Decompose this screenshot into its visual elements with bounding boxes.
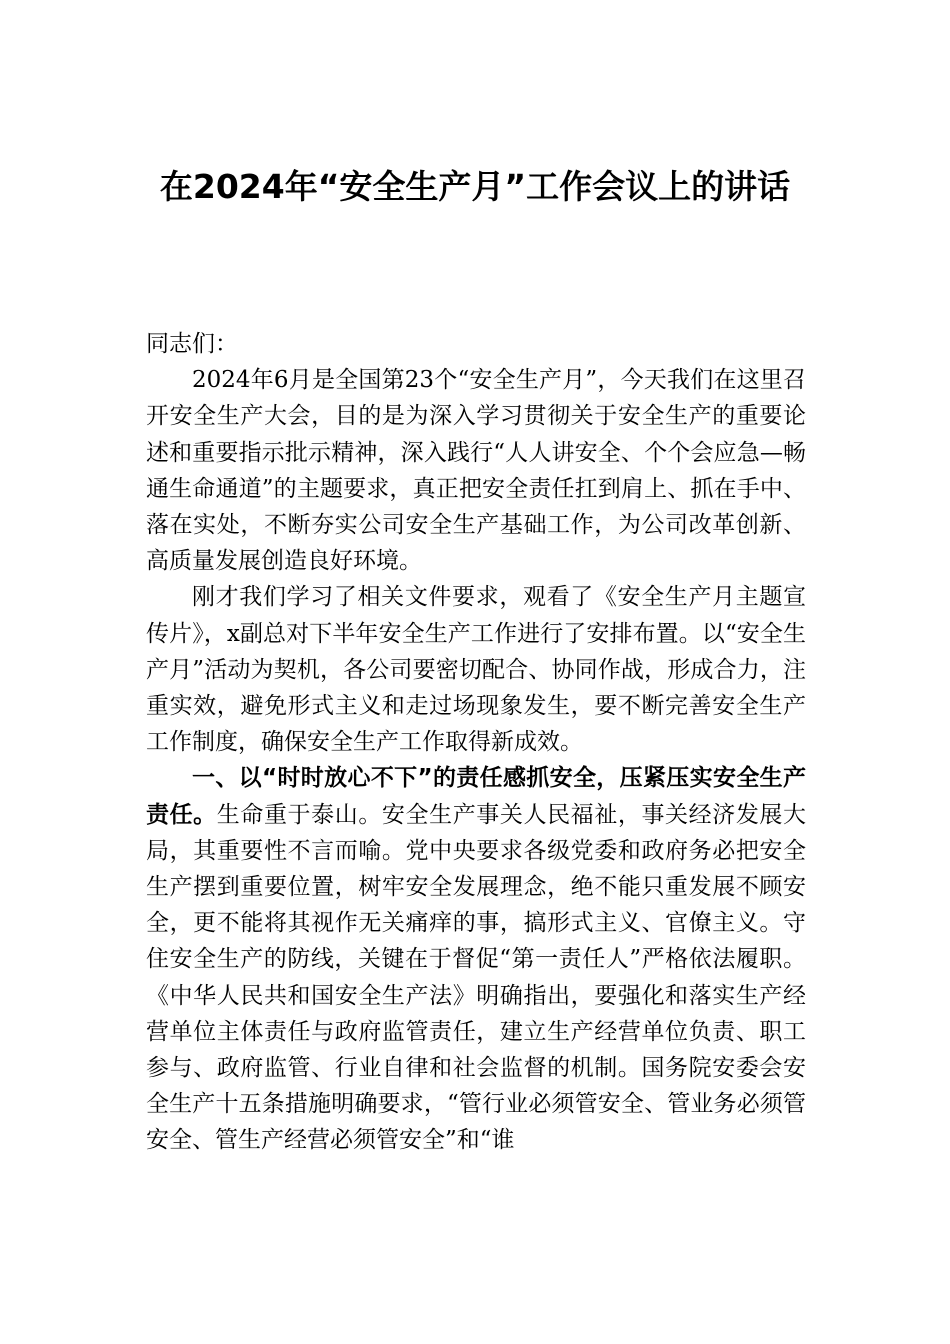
paragraph-2: 刚才我们学习了相关文件要求，观看了《安全生产月主题宣传片》，x副总对下半年安全生产工作进行了安排布置。以“安全生产月”活动为契机，各公司要密切配合、协同作战，形成合力，注重实效，避免形式主义和走过场现象发生，要不断完善安全生产工作制度，确保安全生产工作取得新成效。 (146, 584, 806, 756)
section-1-heading: 一、以“时时放心不下”的责任感抓安全，压紧压实安全生产责任。 (146, 765, 806, 828)
section-1-paragraph (146, 760, 806, 1158)
salutation: 同志们： (146, 331, 238, 357)
paragraph-1: 2024年6月是全国第23个“安全生产月”，今天我们在这里召开安全生产大会，目的是为深入学习贯彻关于安全生产的重要论述和重要指示批示精神，深入践行“人人讲安全、个个会应急—畅通生命通道”的主题要求，真正把安全责任扛到肩上、抓在手中、落在实处，不断夯实公司安全生产基础工作，为公司改革创新、高质量发展创造良好环境。 (146, 367, 806, 575)
document-body (146, 326, 806, 1159)
document-title: 在2024年“安全生产月”工作会议上的讲话 (159, 167, 791, 206)
section-1-body: 生命重于泰山。安全生产事关人民福祉，事关经济发展大局，其重要性不言而喻。党中央要求各级党委和政府务必把安全生产摆到重要位置，树牢安全发展理念，绝不能只重发展不顾安全，更不能将其视作无关痛痒的事，搞形式主义、官僚主义。守住安全生产的防线，关键在于督促“第一责任人”严格依法履职。《中华人民共和国安全生产法》明确指出，要强化和落实生产经营单位主体责任与政府监管责任，建立生产经营单位负责、职工参与、政府监管、行业自律和社会监督的机制。国务院安委会安全生产十五条措施明确要求，“管行业必须管安全、管业务必须管安全、管生产经营必须管安全”和“谁 (146, 801, 807, 1154)
